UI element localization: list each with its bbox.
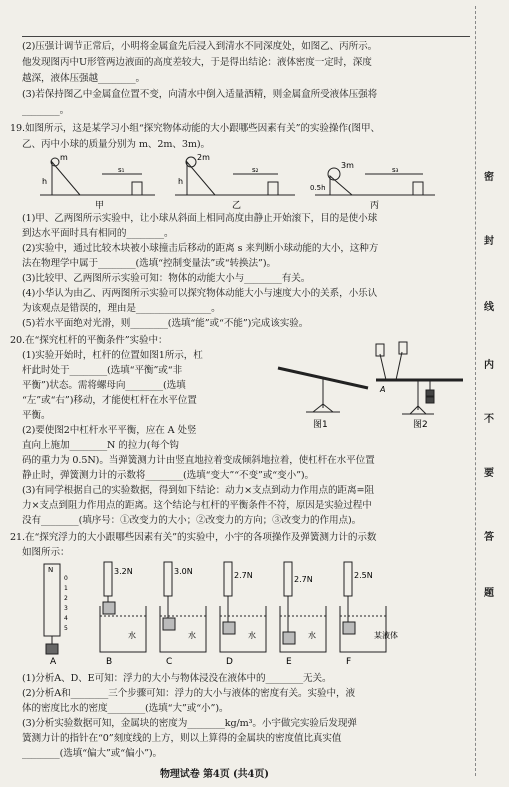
q21-stem-line2: 如图所示： xyxy=(22,547,70,558)
q20-point-a: A xyxy=(380,385,386,394)
q19-stem-line2: 乙、丙中小球的质量分别为 m、2m、3m)。 xyxy=(22,139,210,150)
seal-char-3: 线 xyxy=(484,302,494,313)
metal-block xyxy=(283,632,295,644)
q21-figure xyxy=(40,560,460,668)
q20-fig2-label: 图2 xyxy=(413,420,428,430)
q21-step-f: F xyxy=(346,657,352,667)
q21-reading-d: 2.7N xyxy=(234,571,253,580)
q21-scale-unit: N xyxy=(48,566,54,574)
q19-mark-2m: 2m xyxy=(197,153,210,162)
q20-part3-line2: 力×支点到阻力作用点的距离。这个结论与杠杆的平衡条件不符，原因是实验过程中 xyxy=(22,500,372,511)
spring-scale xyxy=(284,562,292,596)
q19-stem-line1: 19.如图所示，这是某学习小组“探究物体动能的大小跟哪些因素有关”的实验操作(图甲、 xyxy=(10,123,380,134)
q18-part2-line1: (2)压强计调节正常后，小明将金属盒先后浸入到清水不同深度处，如图乙、丙所示。 xyxy=(22,41,378,52)
spring-scale xyxy=(164,562,172,596)
q19-mark-s3: s₃ xyxy=(392,166,399,174)
seal-char-6: 要 xyxy=(484,468,494,479)
q20-part2-line2: 直向上施加________N 的拉力(每个钩 xyxy=(22,440,179,451)
q19-part2-line2: 法在物理学中属于________(选填“控制变量法”或“转换法”)。 xyxy=(22,258,276,269)
metal-block xyxy=(103,602,115,614)
q20-part3-line1: (3)有同学根据自己的实验数据，得到如下结论：动力×支点到动力作用点的距离=阻 xyxy=(22,485,374,496)
q21-step-b: B xyxy=(106,657,113,667)
q19-mark-half-h: 0.5h xyxy=(310,184,326,192)
q21-part3-line1: (3)分析实验数据可知，金属块的密度为________kg/m³。小宇做完实验后发现弹 xyxy=(22,718,357,729)
top-rule xyxy=(22,36,470,37)
q21-water-b: 水 xyxy=(128,631,136,640)
q21-part2-line2: 体的密度比水的密度________(选填“大”或“小”)。 xyxy=(22,703,229,714)
q19-part1-line1: (1)甲、乙两图所示实验中，让小球从斜面上相同高度由静止开始滚下，目的是使小球 xyxy=(22,213,378,224)
seal-char-2: 封 xyxy=(484,236,494,247)
q21-part2-line1: (2)分析A和________三个步骤可知：浮力的大小与液体的密度有关。实验中，液 xyxy=(22,688,356,699)
q19-part4-line1: (4)小华认为由乙、丙两图所示实验可以探究物体动能大小与速度大小的关系，小乐认 xyxy=(22,288,378,299)
q21-step-e: E xyxy=(286,657,292,667)
q20-stem: 20.在“探究杠杆的平衡条件”实验中： xyxy=(10,335,168,346)
q20-part1-line4: “左”或“右”)移动，才能使杠杆在水平位置 xyxy=(22,395,197,406)
q21-part3-line2: 簧测力计的指针在“0”刻度线的上方，则以上算得的金属块的密度值比真实值 xyxy=(22,733,342,744)
q21-stem-line1: 21.在“探究浮力的大小跟哪些因素有关”的实验中，小宇的各项操作及弹簧测力计的示数 xyxy=(10,532,377,543)
q19-part5: (5)若水平面绝对光滑，则________(选填“能”或“不能”)完成该实验。 xyxy=(22,318,309,329)
spring-scale xyxy=(224,562,232,596)
seal-char-7: 答 xyxy=(484,532,494,543)
q19-mark-s1: s₁ xyxy=(118,166,125,174)
q19-mark-m: m xyxy=(60,153,68,162)
q19-figure xyxy=(40,150,440,212)
q21-water-c: 水 xyxy=(188,631,196,640)
q19-part2-line1: (2)实验中，通过比较木块被小球撞击后移动的距离 s 来判断小球动能的大小，这种方 xyxy=(22,243,379,254)
q21-scale-tick-0: 0 xyxy=(64,575,68,582)
q19-mark-h-2: h xyxy=(178,177,184,186)
q21-reading-f: 2.5N xyxy=(354,571,373,580)
metal-block xyxy=(343,622,355,634)
q21-step-c: C xyxy=(166,657,173,667)
metal-block xyxy=(223,622,235,634)
q20-part2-line1: (2)要使图2中杠杆水平平衡，应在 A 处竖 xyxy=(22,425,197,436)
q21-step-d: D xyxy=(226,657,233,667)
q20-part3-line3: 没有________(填序号：①改变力的大小；②改变力的方向；③改变力的作用点)。 xyxy=(22,515,362,526)
q19-part1-line2: 到达水平面时具有相同的________。 xyxy=(22,228,174,239)
q20-part2-line3: 码的重力为 0.5N)。当弹簧测力计由竖直地拉着变成倾斜地拉着，使杠杆在水平位置 xyxy=(22,455,375,466)
q18-part2-line3: 越深，液体压强越________。 xyxy=(22,73,146,84)
q18-part3-line1: (3)若保持图乙中金属盒位置不变，向清水中倒入适量酒精，则金属盒所受液体压强将 xyxy=(22,89,378,100)
q21-reading-b: 3.2N xyxy=(114,567,133,576)
q20-part1-line1: (1)实验开始时，杠杆的位置如图1所示，杠 xyxy=(22,350,203,361)
q19-mark-s2: s₂ xyxy=(252,166,259,174)
q21-reading-c: 3.0N xyxy=(174,567,193,576)
q21-step-a: A xyxy=(50,657,57,667)
beaker xyxy=(280,606,326,652)
spring-scale xyxy=(104,562,112,596)
q21-liquid-f: 某液体 xyxy=(374,631,398,640)
q21-scale-tick-4: 4 xyxy=(64,615,68,622)
q19-fig-label-bing: 丙 xyxy=(370,201,380,211)
q20-figure xyxy=(268,340,468,430)
q21-scale-tick-3: 3 xyxy=(64,605,68,612)
q19-fig-label-yi: 乙 xyxy=(232,201,242,211)
q19-part3: (3)比较甲、乙两图所示实验可知：物体的动能大小与________有关。 xyxy=(22,273,311,284)
q19-fig-label-jia: 甲 xyxy=(95,201,105,211)
seal-char-1: 密 xyxy=(484,172,494,183)
seal-line xyxy=(475,6,476,776)
q20-part1-line3: 平衡”)状态。需将螺母向________(选填 xyxy=(22,380,186,391)
q19-part4-line2: 为该观点是错误的，理由是________________。 xyxy=(22,303,221,314)
metal-block xyxy=(163,618,175,630)
q20-part1-line5: 平衡。 xyxy=(22,410,51,421)
q19-mark-h-1: h xyxy=(42,177,48,186)
q20-fig1-label: 图1 xyxy=(313,420,328,430)
q20-part1-line2: 杆此时处于________(选填“平衡”或“非 xyxy=(22,365,183,376)
q21-scale-tick-5: 5 xyxy=(64,625,68,632)
q18-part3-line2: ________。 xyxy=(22,105,70,116)
q20-part2-line4: 静止时，弹簧测力计的示数将________(选填“变大”“不变”或“变小”)。 xyxy=(22,470,315,481)
page-footer: 物理试卷 第4页 (共4页) xyxy=(160,769,269,780)
q21-water-d: 水 xyxy=(248,631,256,640)
q21-water-e: 水 xyxy=(308,631,316,640)
q19-mark-3m: 3m xyxy=(341,161,354,170)
seal-char-8: 题 xyxy=(484,588,494,599)
q21-part1: (1)分析A、D、E可知：浮力的大小与物体浸没在液体中的________无关。 xyxy=(22,673,332,684)
seal-char-5: 不 xyxy=(484,414,494,425)
spring-scale xyxy=(344,562,352,596)
seal-char-4: 内 xyxy=(484,360,494,371)
q21-reading-e: 2.7N xyxy=(294,575,313,584)
q21-scale-tick-1: 1 xyxy=(64,585,68,592)
q21-part3-line3: ________(选填“偏大”或“偏小”)。 xyxy=(22,748,163,759)
q18-part2-line2: 他发现图丙中U形管两边液面的高度差较大，于是得出结论：液体密度一定时，深度 xyxy=(22,57,372,68)
q21-scale-tick-2: 2 xyxy=(64,595,68,602)
